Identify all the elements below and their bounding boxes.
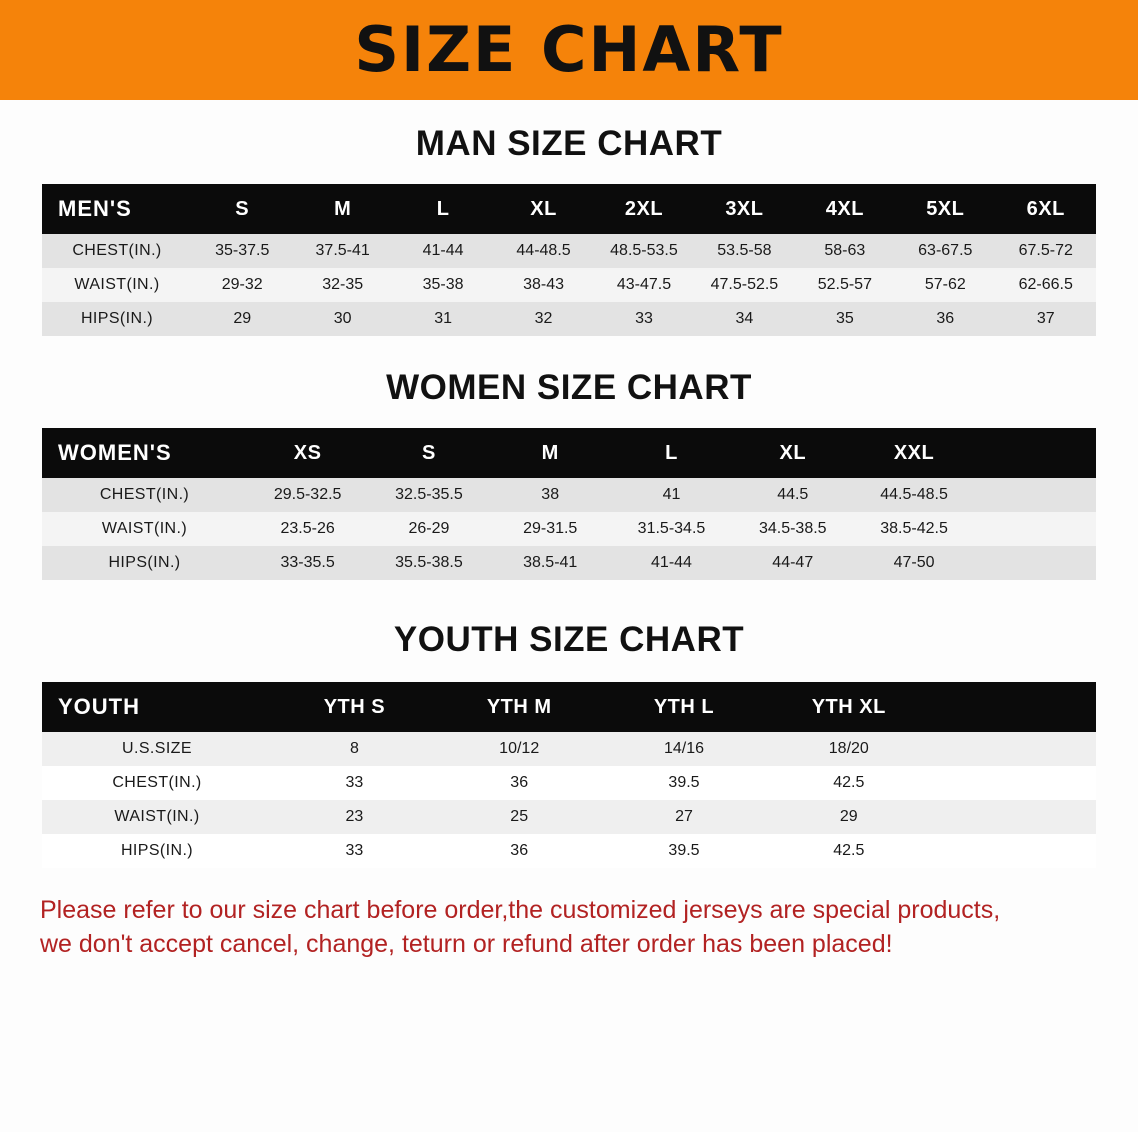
- women-waist-spacer: [975, 512, 1096, 546]
- men-hips-5xl: 36: [936, 310, 955, 327]
- men-chest-m: 37.5-41: [315, 242, 370, 259]
- men-hips-l: 31: [434, 310, 452, 327]
- table-row: [42, 766, 1096, 800]
- table-row: [42, 302, 1096, 336]
- men-chest-s: 35-37.5: [215, 242, 270, 259]
- youth-ussize-spacer: [931, 732, 1096, 766]
- table-row: [42, 234, 1096, 268]
- men-waist-2xl: 43-47.5: [616, 276, 672, 293]
- table-header-row: [42, 184, 1096, 234]
- page-title: SIZE CHART: [354, 13, 784, 86]
- women-hips-xl: 44-47: [772, 554, 814, 571]
- men-hips-4xl: 35: [835, 310, 854, 327]
- table-row: [42, 478, 1096, 512]
- men-header-xl: XL: [530, 197, 557, 220]
- women-chest-s: 32.5-35.5: [395, 486, 463, 503]
- youth-section-heading: YOUTH SIZE CHART: [393, 620, 745, 659]
- men-header-s: S: [235, 197, 250, 220]
- youth-header-label: YOUTH: [58, 694, 140, 719]
- women-waist-xl: 34.5-38.5: [758, 520, 827, 537]
- women-hips-m: 38.5-41: [523, 554, 578, 571]
- youth-header-l: YTH L: [653, 695, 715, 718]
- men-waist-5xl: 57-62: [924, 276, 966, 293]
- youth-hips-label: HIPS(IN.): [120, 842, 194, 859]
- women-chest-label: CHEST(IN.): [99, 486, 190, 503]
- men-waist-3xl: 47.5-52.5: [710, 276, 779, 293]
- men-hips-3xl: 34: [735, 310, 754, 327]
- men-waist-6xl: 62-66.5: [1018, 276, 1073, 293]
- women-header-label: WOMEN'S: [58, 440, 172, 465]
- policy-note-line-2: we don't accept cancel, change, teturn or refund after order has been placed!: [40, 929, 893, 958]
- men-hips-label: HIPS(IN.): [80, 310, 154, 327]
- table-row: [42, 834, 1096, 868]
- youth-waist-s: 23: [345, 808, 364, 825]
- youth-waist-m: 25: [510, 808, 529, 825]
- table-row: [42, 512, 1096, 546]
- women-waist-xs: 23.5-26: [280, 520, 335, 537]
- men-hips-6xl: 37: [1036, 310, 1055, 327]
- men-chest-4xl: 58-63: [824, 242, 866, 259]
- women-hips-xs: 33-35.5: [280, 554, 335, 571]
- youth-size-table: [42, 682, 1096, 868]
- women-header-xl: XL: [779, 441, 807, 464]
- women-chest-xl: 44.5: [777, 486, 809, 503]
- men-header-5xl: 5XL: [926, 197, 965, 220]
- men-chest-5xl: 63-67.5: [918, 242, 973, 259]
- women-header-m: M: [541, 441, 559, 464]
- youth-chest-s: 33: [345, 774, 364, 791]
- men-chest-6xl: 67.5-72: [1018, 242, 1073, 259]
- men-hips-2xl: 33: [635, 310, 653, 327]
- youth-header-m: YTH M: [486, 695, 552, 718]
- women-hips-label: HIPS(IN.): [108, 554, 181, 571]
- table-row: [42, 732, 1096, 766]
- men-header-m: M: [334, 197, 352, 220]
- women-waist-s: 26-29: [408, 520, 450, 537]
- youth-chest-l: 39.5: [668, 774, 700, 791]
- women-header-xxl: XXL: [893, 441, 935, 464]
- youth-ussize-label: U.S.SIZE: [122, 740, 192, 757]
- women-waist-label: WAIST(IN.): [101, 520, 188, 537]
- men-chest-l: 41-44: [422, 242, 464, 259]
- men-header-l: L: [436, 197, 450, 220]
- table-header-row: [42, 682, 1096, 732]
- men-header-label: MEN'S: [58, 196, 132, 221]
- women-header-s: S: [422, 441, 436, 464]
- women-header-xs: XS: [293, 441, 322, 464]
- table-header-row: [42, 428, 1096, 478]
- youth-table-wrap: [42, 682, 1096, 868]
- youth-chest-xl: 42.5: [833, 774, 865, 791]
- women-hips-l: 41-44: [651, 554, 692, 571]
- policy-note: [40, 894, 1098, 962]
- page-banner: [0, 0, 1138, 100]
- women-header-spacer: [975, 428, 1096, 478]
- men-chest-2xl: 48.5-53.5: [610, 242, 678, 259]
- youth-chest-spacer: [931, 766, 1096, 800]
- table-row: [42, 800, 1096, 834]
- youth-hips-s: 33: [345, 842, 364, 859]
- women-chest-l: 41: [662, 486, 681, 503]
- men-header-4xl: 4XL: [825, 197, 864, 220]
- men-size-table: [42, 184, 1096, 336]
- youth-header-xl: YTH XL: [811, 695, 886, 718]
- men-header-2xl: 2XL: [624, 197, 664, 220]
- youth-hips-spacer: [931, 834, 1096, 868]
- men-chest-3xl: 53.5-58: [717, 242, 772, 259]
- youth-ussize-xl: 18/20: [828, 740, 869, 757]
- men-waist-4xl: 52.5-57: [817, 276, 872, 293]
- youth-chest-m: 36: [510, 774, 529, 791]
- women-header-l: L: [665, 441, 678, 464]
- men-hips-xl: 32: [534, 310, 553, 327]
- men-waist-s: 29-32: [221, 276, 263, 293]
- policy-note-line-1: Please refer to our size chart before order,the customized jerseys are special products,: [40, 896, 1001, 924]
- youth-hips-m: 36: [510, 842, 529, 859]
- youth-waist-spacer: [931, 800, 1096, 834]
- youth-ussize-l: 14/16: [663, 740, 705, 757]
- youth-hips-xl: 42.5: [833, 842, 865, 859]
- youth-ussize-m: 10/12: [499, 740, 540, 757]
- table-row: [42, 268, 1096, 302]
- women-size-table: [42, 428, 1096, 580]
- man-section-heading: MAN SIZE CHART: [415, 124, 723, 163]
- men-header-3xl: 3XL: [725, 197, 764, 220]
- youth-header-s: YTH S: [323, 695, 386, 718]
- table-row: [42, 546, 1096, 580]
- youth-header-spacer: [931, 682, 1096, 732]
- men-waist-m: 32-35: [322, 276, 364, 293]
- women-chest-xs: 29.5-32.5: [273, 486, 342, 503]
- men-chest-xl: 44-48.5: [516, 242, 571, 259]
- women-table-wrap: [42, 428, 1096, 580]
- men-hips-s: 29: [233, 310, 252, 327]
- youth-hips-l: 39.5: [668, 842, 700, 859]
- men-header-6xl: 6XL: [1026, 197, 1065, 220]
- men-waist-label: WAIST(IN.): [74, 276, 160, 293]
- youth-waist-l: 27: [675, 808, 693, 825]
- women-hips-s: 35.5-38.5: [395, 554, 463, 571]
- men-hips-m: 30: [333, 310, 352, 327]
- women-waist-m: 29-31.5: [523, 520, 578, 537]
- women-waist-l: 31.5-34.5: [637, 520, 706, 537]
- women-chest-xxl: 44.5-48.5: [880, 486, 948, 503]
- men-waist-l: 35-38: [422, 276, 464, 293]
- youth-chest-label: CHEST(IN.): [112, 774, 202, 791]
- man-table-wrap: [42, 184, 1096, 336]
- women-chest-m: 38: [541, 486, 560, 503]
- men-waist-xl: 38-43: [523, 276, 564, 293]
- women-chest-spacer: [975, 478, 1096, 512]
- women-waist-xxl: 38.5-42.5: [880, 520, 948, 537]
- men-chest-label: CHEST(IN.): [72, 242, 162, 259]
- youth-waist-xl: 29: [839, 808, 858, 825]
- youth-ussize-s: 8: [349, 740, 359, 757]
- youth-waist-label: WAIST(IN.): [114, 808, 200, 825]
- women-hips-spacer: [975, 546, 1096, 580]
- women-hips-xxl: 47-50: [893, 554, 935, 571]
- women-section-heading: WOMEN SIZE CHART: [386, 368, 752, 407]
